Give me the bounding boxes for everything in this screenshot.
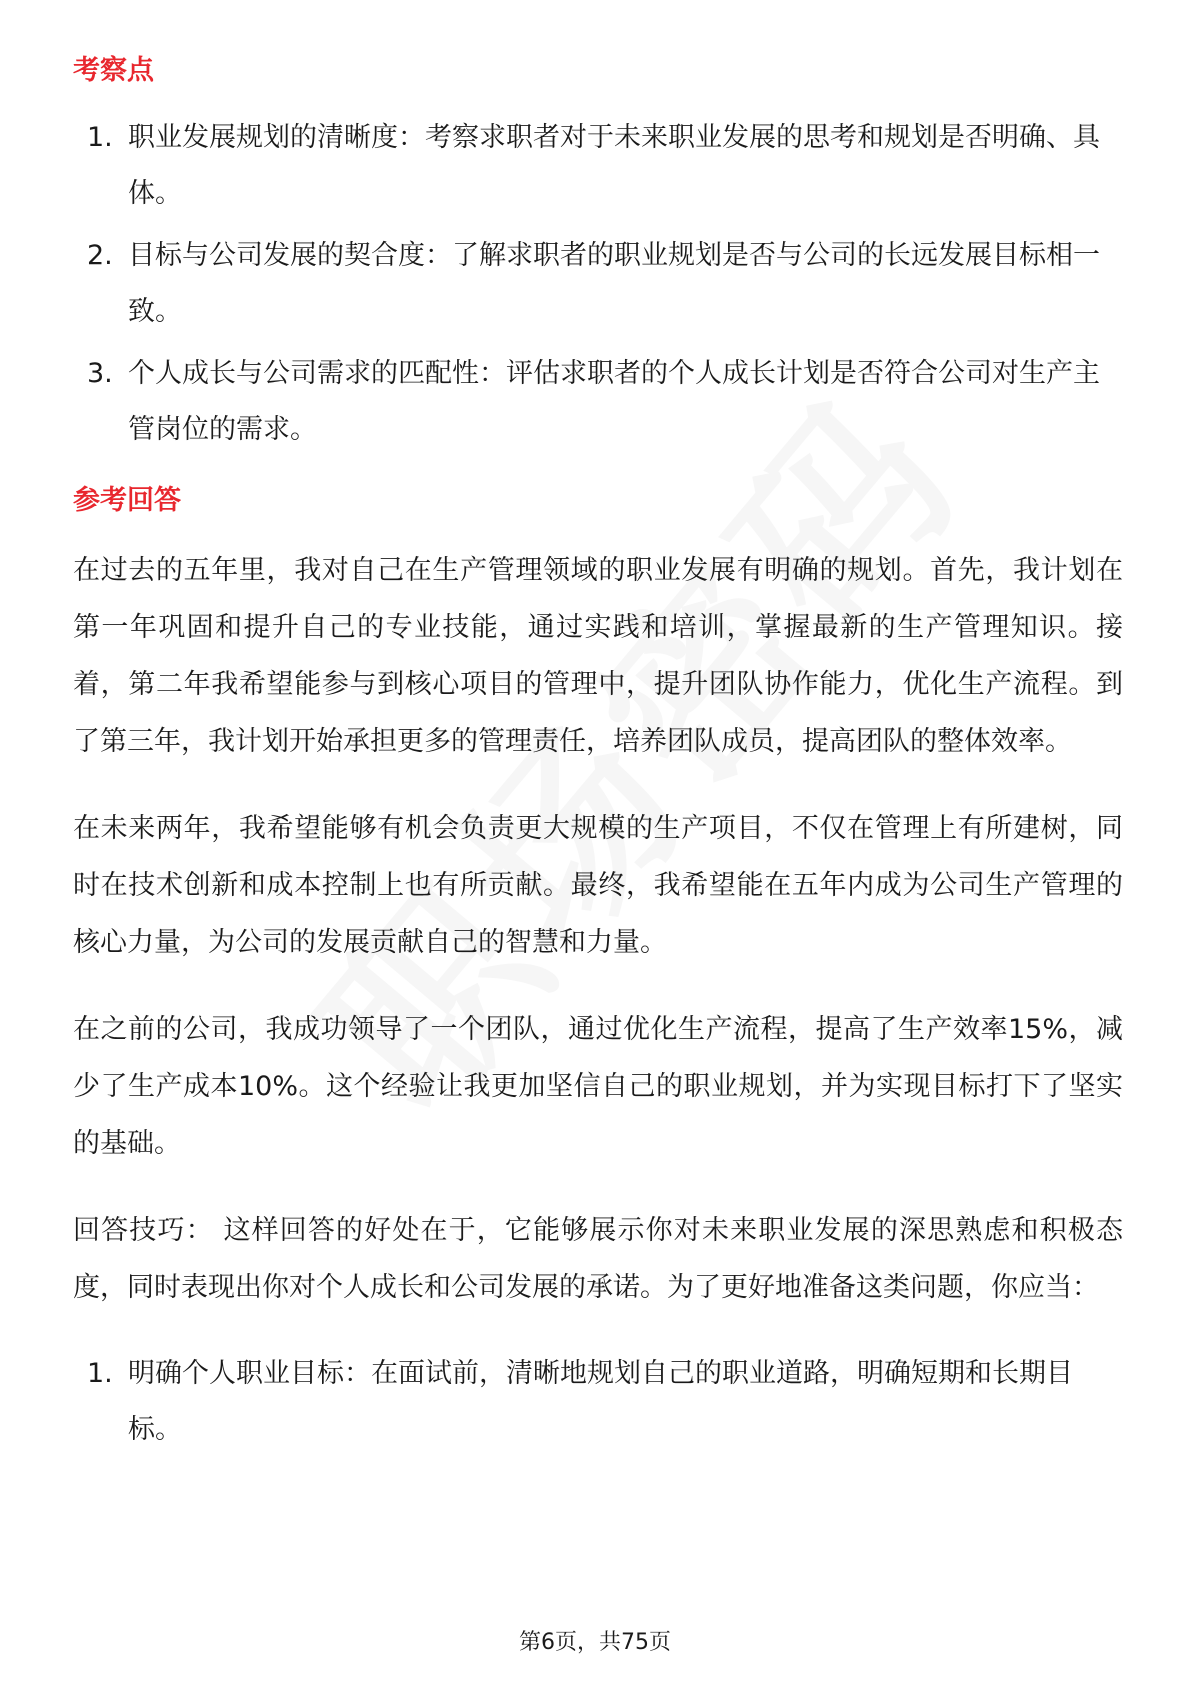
list-item bbox=[73, 1346, 1123, 1458]
answer-heading: 参考回答 bbox=[73, 485, 181, 516]
points-heading: 考察点 bbox=[73, 55, 154, 86]
list-number: 1. bbox=[87, 122, 113, 153]
page-number: 第6页，共75页 bbox=[519, 1630, 671, 1655]
list-number: 3. bbox=[87, 358, 113, 389]
answer-paragraph: 在过去的五年里，我对自己在生产管理领域的职业发展有明确的规划。首先，我计划在第一年巩固和提升自己的专业技能，通过实践和培训，掌握最新的生产管理知识。接着，第二年我希望能参与到核心项目的管理中，提升团队协作能力，优化生产流程。到了第三年，我计划开始承担更多的管理责任，培养团队成员，提高团队的整体效率。 bbox=[73, 555, 1123, 757]
tips-list bbox=[73, 1346, 1123, 1458]
tips-intro-paragraph: 回答技巧： 这样回答的好处在于，它能够展示你对未来职业发展的深思熟虑和积极态度，同时表现出你对个人成长和公司发展的承诺。为了更好地准备这类问题，你应当： bbox=[73, 1215, 1123, 1303]
list-item bbox=[73, 110, 1123, 222]
list-item bbox=[73, 228, 1123, 340]
list-item-text: 职业发展规划的清晰度：考察求职者对于未来职业发展的思考和规划是否明确、具体。 bbox=[128, 122, 1100, 209]
document-body bbox=[73, 40, 1123, 1464]
answer-paragraph: 在未来两年，我希望能够有机会负责更大规模的生产项目，不仅在管理上有所建树，同时在技术创新和成本控制上也有所贡献。最终，我希望能在五年内成为公司生产管理的核心力量，为公司的发展贡献自己的智慧和力量。 bbox=[73, 813, 1123, 958]
list-item bbox=[73, 346, 1123, 458]
list-number: 2. bbox=[87, 240, 113, 271]
list-number: 1. bbox=[87, 1358, 113, 1389]
answer-paragraph: 在之前的公司，我成功领导了一个团队，通过优化生产流程，提高了生产效率15%，减少了生产成本10%。这个经验让我更加坚信自己的职业规划，并为实现目标打下了坚实的基础。 bbox=[73, 1014, 1123, 1159]
points-list bbox=[73, 110, 1123, 458]
answer-body bbox=[73, 542, 1123, 1316]
list-item-text: 明确个人职业目标：在面试前，清晰地规划自己的职业道路，明确短期和长期目标。 bbox=[128, 1358, 1073, 1445]
list-item-text: 目标与公司发展的契合度：了解求职者的职业规划是否与公司的长远发展目标相一致。 bbox=[128, 240, 1100, 327]
list-item-text: 个人成长与公司需求的匹配性：评估求职者的个人成长计划是否符合公司对生产主管岗位的需求。 bbox=[128, 358, 1100, 445]
